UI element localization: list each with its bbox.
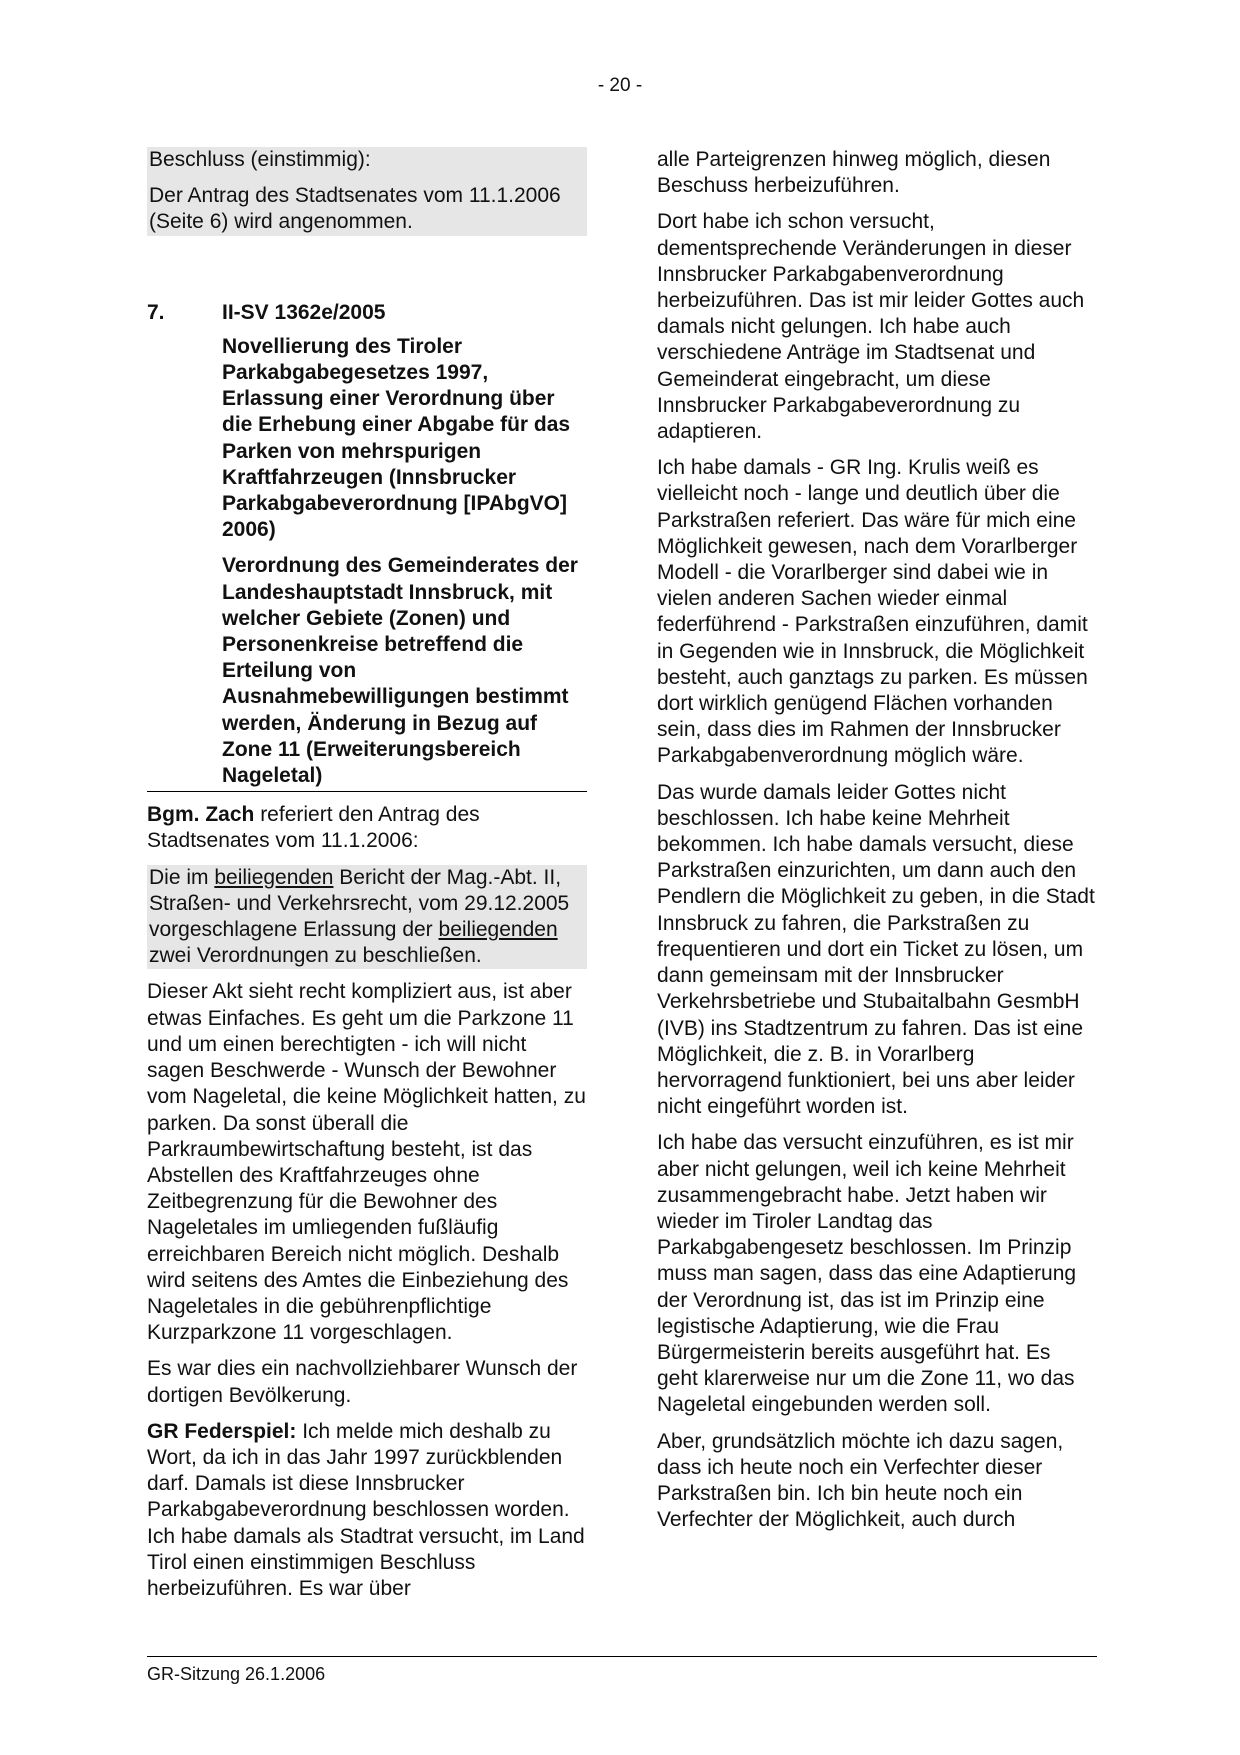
agenda-item-title-1: Novellierung des Tiroler Parkabgabegesetzes 1997, Erlassung einer Verordnung über die Erhebung einer Abgabe für das Parken von mehrspurigen Kraftfahrzeugen (Innsbrucker Parkabgabeverordnung [IPAbgVO] 2006) — [222, 334, 571, 542]
agenda-item-titles — [147, 334, 587, 792]
paragraph: Dort habe ich schon versucht, dementsprechende Veränderungen in dieser Innsbrucker Parkabgabenverordnung herbeizuführen. Das ist mir leider Gottes auch damals nicht gelungen. Ich habe auch verschiedene Anträge im Stadtsenat und Gemeinderat eingebracht, um diese Innsbrucker Parkabgabeverordnung zu adaptieren. — [657, 210, 1085, 444]
speaker-paragraph — [147, 1419, 587, 1602]
paragraph: Das wurde damals leider Gottes nicht beschlossen. Ich habe keine Mehrheit bekommen. Ich habe damals versucht, diese Parkstraßen einzurichten, um dann auch den Pendlern die Möglichkeit zu geben, in die Stadt Innsbruck zu fahren, die Parkstraßen zu frequentieren und dort ein Ticket zu lösen, um dann gemeinsam mit der Innsbrucker Verkehrsbetriebe und Stubaitalbahn GesmbH (IVB) ins Stadtzentrum zu fahren. Das ist eine Möglichkeit, die z. B. in Vorarlberg hervorragend funktioniert, bei uns aber leider nicht eingeführt worden ist. — [657, 780, 1095, 1119]
motion-box — [147, 865, 587, 970]
footer-text: GR-Sitzung 26.1.2006 — [147, 1664, 326, 1684]
agenda-item-title-2: Verordnung des Gemeinderates der Landeshauptstadt Innsbruck, mit welcher Gebiete (Zonen) und Personenkreise betreffend die Erteilung von Ausnahmebewilligungen bestimmt werden, Änderung in Bezug auf Zone 11 (Erweiterungsbereich Nageletal) — [222, 554, 578, 788]
paragraph: alle Parteigrenzen hinweg möglich, diesen Beschuss herbeizuführen. — [657, 148, 1051, 198]
speaker-name: Bgm. Zach — [147, 803, 255, 827]
paragraph: Ich habe damals - GR Ing. Krulis weiß es vielleicht noch - lange und deutlich über die Parkstraßen referiert. Das wäre für mich eine Möglichkeit gewesen, nach dem Vorarlberger Modell - die Vorarlberger sind dabei wie in vielen anderen Sachen wieder einmal federführend - Parkstraßen einzuführen, damit in Gegenden wie in Innsbruck, die Möglichkeit besteht, auch ganztags zu parken. Es müssen dort wirklich genügend Flächen vorhanden sein, dass dies im Rahmen der Innsbrucker Parkabgabenverordnung möglich wäre. — [657, 456, 1088, 768]
page-number: - 20 - — [597, 75, 643, 96]
paragraph: Ich habe das versucht einzuführen, es ist mir aber nicht gelungen, weil ich keine Mehrheit zusammengebracht habe. Jetzt haben wir wieder im Tiroler Landtag das Parkabgabengesetz beschlossen. Im Prinzip muss man sagen, dass das eine Adaptierung der Verordnung ist, das ist im Prinzip eine legistische Adaptierung, wie die Frau Bürgermeisterin bereits ausgeführt hat. Es geht klarerweise nur um die Zone 11, wo das Nageletal eingebunden werden soll. — [657, 1131, 1077, 1417]
agenda-item-ref: II-SV 1362e/2005 — [222, 300, 386, 324]
speaker-intro — [147, 802, 587, 854]
footer-divider — [147, 1656, 1097, 1657]
right-column — [657, 147, 1097, 1543]
speaker-name: GR Federspiel: — [147, 1419, 297, 1443]
agenda-item-number: 7. — [147, 300, 165, 324]
left-column — [147, 147, 587, 1612]
resolution-text: Der Antrag des Stadtsenates vom 11.1.2006 (Seite 6) wird angenommen. — [149, 184, 561, 234]
paragraph: Dieser Akt sieht recht kompliziert aus, ist aber etwas Einfaches. Es geht um die Parkzone 11 und um einen berechtigten - ich will nicht sagen Beschwerde - Wunsch der Bewohner vom Nageletal, die keine Möglichkeit hatten, zu parken. Da sonst überall die Parkraumbewirtschaftung besteht, ist das Abstellen des Kraftfahrzeuges ohne Zeitbegrenzung für die Bewohner des Nageletales im umliegenden fußläufig erreichbaren Bereich nicht möglich. Deshalb wird seitens des Amtes die Einbeziehung des Nageletales in die gebührenpflichtige Kurzparkzone 11 vorgeschlagen. — [147, 980, 586, 1345]
resolution-box — [147, 147, 587, 236]
paragraph: Es war dies ein nachvollziehbarer Wunsch der dortigen Bevölkerung. — [147, 1357, 578, 1407]
paragraph: Aber, grundsätzlich möchte ich dazu sagen, dass ich heute noch ein Verfechter dieser Parkstraßen bin. Ich bin heute noch ein Verfechter der Möglichkeit, auch durch — [657, 1429, 1064, 1532]
speaker-text: referiert den Antrag des Stadtsenates vom 11.1.2006: — [147, 803, 480, 853]
resolution-label: Beschluss (einstimmig): — [149, 148, 371, 171]
speaker-text: Ich melde mich deshalb zu Wort, da ich in das Jahr 1997 zurückblenden darf. Damals ist diese Innsbrucker Parkabgabeverordnung beschlossen worden. Ich habe damals als Stadtrat versucht, im Land Tirol einen einstimmigen Beschluss herbeizuführen. Es war über — [147, 1419, 585, 1600]
motion-text: Die im beiliegenden Bericht der Mag.-Abt. II, Straßen- und Verkehrsrecht, vom 29.12.2005 vorgeschlagene Erlassung der beiliegenden zwei Verordnungen zu beschließen. — [149, 865, 570, 968]
agenda-item-header — [147, 300, 587, 326]
